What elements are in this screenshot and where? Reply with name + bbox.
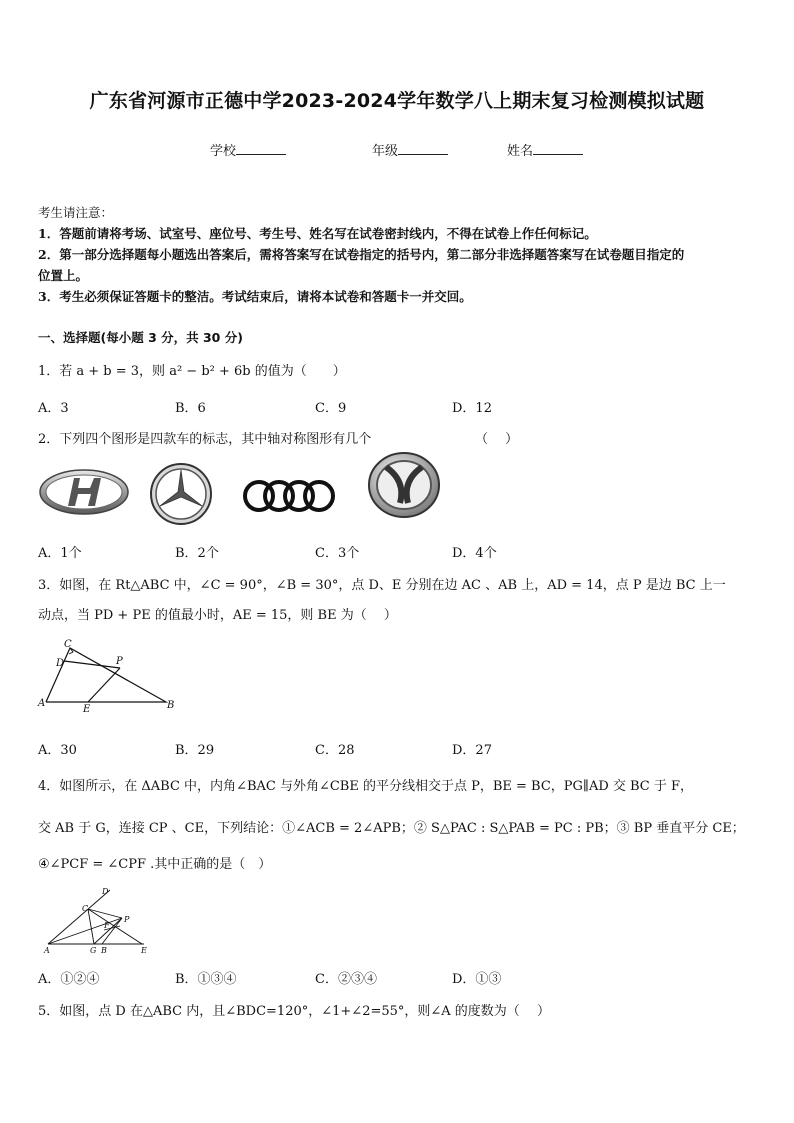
question-2-paren: （ ） bbox=[475, 432, 519, 447]
dongfeng-logo bbox=[366, 451, 442, 519]
q2-option-a: A．1个 bbox=[38, 546, 82, 561]
grade-field bbox=[372, 140, 448, 159]
q3-label-a: A bbox=[38, 698, 46, 709]
q2-option-c: C．3个 bbox=[315, 546, 360, 561]
school-blank bbox=[236, 142, 286, 155]
q4-option-c: C．②③④ bbox=[315, 972, 377, 987]
note-2b: 位置上。 bbox=[38, 268, 89, 283]
q4-label-e: E bbox=[141, 946, 147, 955]
q3-option-b: B．29 bbox=[175, 743, 215, 758]
q4-label-c: C bbox=[82, 904, 89, 913]
question-4-line2: 交 AB 于 G，连接 CP 、CE，下列结论：①∠ACB = 2∠APB；② S△PAC : S△PAB = PC : PB；③ BP 垂直平分 CE； bbox=[38, 821, 745, 836]
q3-option-c: C．28 bbox=[315, 743, 355, 758]
q3-label-d: D bbox=[56, 658, 65, 669]
question-3-line1: 3．如图，在 Rt△ABC 中，∠C = 90°，∠B = 30°，点 D、E 分别在边 AC 、AB 上，AD = 14，点 P 是边 BC 上一 bbox=[38, 578, 726, 593]
q4-label-b: B bbox=[101, 946, 107, 955]
q4-label-a: A bbox=[44, 946, 50, 955]
q4-label-d: D bbox=[102, 887, 109, 896]
notes-heading: 考生请注意： bbox=[38, 205, 114, 220]
q4-option-d: D．①③ bbox=[452, 972, 502, 987]
q3-label-p: P bbox=[116, 656, 123, 667]
q2-option-b: B．2个 bbox=[175, 546, 219, 561]
q1-option-b: B．6 bbox=[175, 401, 206, 416]
question-4-line3: ④∠PCF = ∠CPF .其中正确的是（ ） bbox=[38, 857, 272, 872]
q1-option-c: C．9 bbox=[315, 401, 347, 416]
note-2a: 2．第一部分选择题每小题选出答案后，需将答案写在试卷指定的括号内，第二部分非选择题答案写在试卷题目指定的 bbox=[38, 247, 685, 262]
note-1: 1．答题前请将考场、试室号、座位号、考生号、姓名写在试卷密封线内，不得在试卷上作任何标记。 bbox=[38, 226, 597, 241]
q1-option-d: D．12 bbox=[452, 401, 492, 416]
question-4-line1: 4．如图所示，在 ΔABC 中，内角∠BAC 与外角∠CBE 的平分线相交于点 P，BE = BC，PG∥AD 交 BC 于 F， bbox=[38, 779, 694, 794]
q2-option-d: D．4个 bbox=[452, 546, 497, 561]
audi-logo bbox=[240, 478, 340, 514]
q4-label-f: F bbox=[104, 921, 110, 930]
q1-option-a: A．3 bbox=[38, 401, 69, 416]
q4-triangle-diagram bbox=[40, 884, 154, 956]
question-2: 2．下列四个图形是四款车的标志，其中轴对称图形有几个 bbox=[38, 432, 372, 447]
q4-option-b: B．①③④ bbox=[175, 972, 237, 987]
page-title: 广东省河源市正德中学2023-2024学年数学八上期末复习检测模拟试题 bbox=[89, 90, 705, 112]
hyundai-logo bbox=[38, 466, 130, 518]
note-3: 3．考生必须保证答题卡的整洁。考试结束后，请将本试卷和答题卡一并交回。 bbox=[38, 289, 472, 304]
q4-option-a: A．①②④ bbox=[38, 972, 100, 987]
name-label: 姓名 bbox=[507, 144, 534, 159]
name-field bbox=[507, 140, 583, 159]
grade-blank bbox=[398, 142, 448, 155]
q3-label-b: B bbox=[167, 700, 175, 711]
question-3-line2: 动点，当 PD + PE 的值最小时，AE = 15，则 BE 为（ ） bbox=[38, 608, 397, 623]
q3-label-e: E bbox=[83, 704, 91, 715]
school-field bbox=[210, 140, 286, 159]
q4-label-p: P bbox=[124, 915, 130, 924]
school-label: 学校 bbox=[210, 144, 237, 159]
q3-option-d: D．27 bbox=[452, 743, 492, 758]
grade-label: 年级 bbox=[372, 144, 399, 159]
q3-option-a: A．30 bbox=[38, 743, 77, 758]
q3-label-c: C bbox=[64, 639, 72, 650]
section-heading: 一、选择题(每小题 3 分，共 30 分) bbox=[38, 330, 243, 345]
q4-label-g: G bbox=[90, 946, 97, 955]
q3-triangle-diagram bbox=[36, 636, 178, 716]
mercedes-logo bbox=[148, 462, 214, 526]
question-1: 1．若 a + b = 3，则 a² − b² + 6b 的值为（ ） bbox=[38, 364, 346, 379]
question-5: 5．如图，点 D 在△ABC 内，且∠BDC=120°，∠1+∠2=55°，则∠A 的度数为（ ） bbox=[38, 1004, 550, 1019]
name-blank bbox=[533, 142, 583, 155]
